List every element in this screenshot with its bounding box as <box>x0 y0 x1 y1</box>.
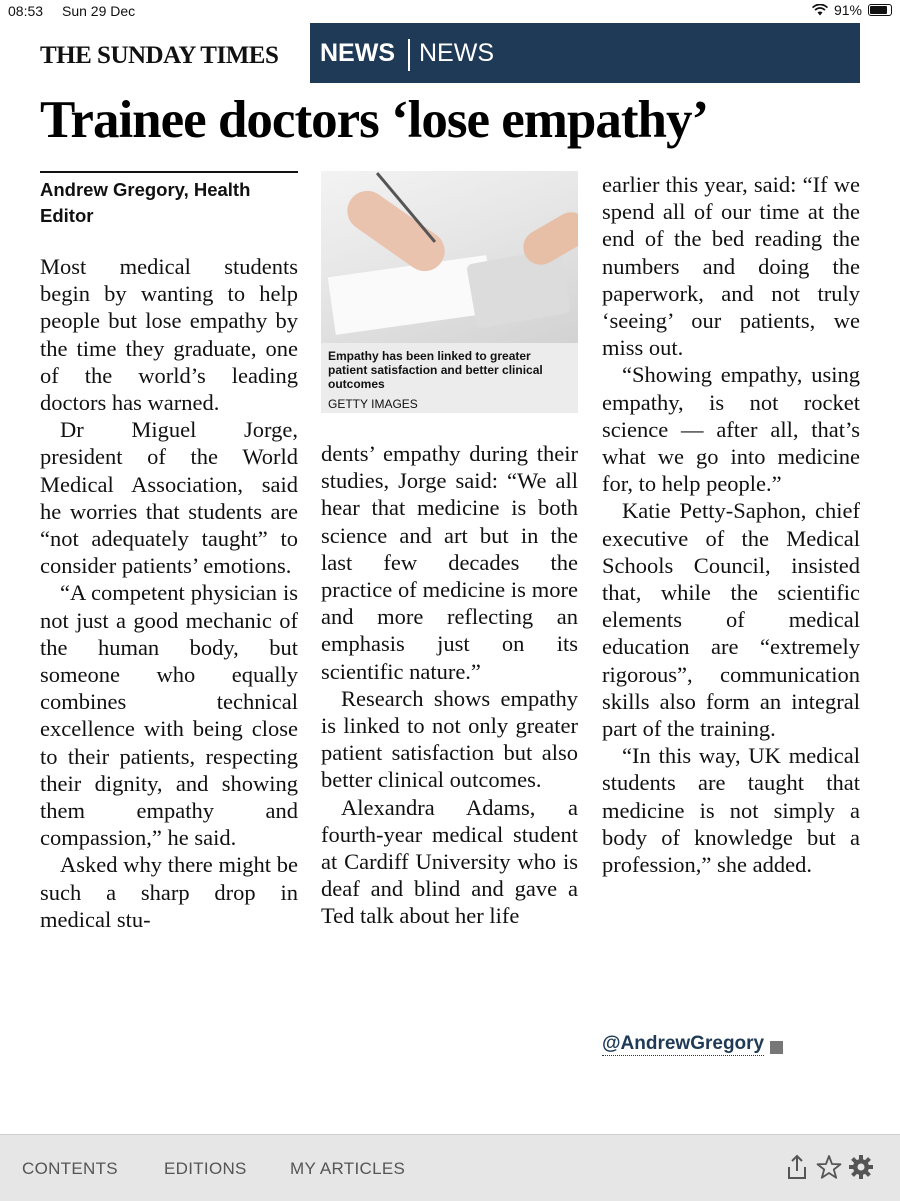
paragraph: Asked why there might be such a sharp drop in medical stu- <box>40 852 298 932</box>
nav-my-articles[interactable]: MY ARTICLES <box>290 1159 406 1178</box>
article-column-1 <box>40 253 298 933</box>
paragraph: earlier this year, said: “If we spend all of our time at the end of the bed reading the numbers and doing the paperwork, and not truly ‘seeing’ our patients, we miss out. <box>602 172 860 361</box>
end-of-article-mark <box>770 1041 783 1054</box>
photo-caption <box>321 343 578 413</box>
paragraph: “A competent physician is not just a good mechanic of the human body, but someone who equally combines technical excellence with being close to their patients, respecting their dignity, and showing them empathy and compassion,” he said. <box>40 580 298 851</box>
paragraph: Alexandra Adams, a fourth-year medical student at Cardiff University who is deaf and blind and gave a Ted talk about her life <box>321 794 578 929</box>
caption-credit: GETTY IMAGES <box>328 397 418 411</box>
status-right <box>812 2 892 18</box>
status-time: 08:53 <box>8 3 44 19</box>
paragraph: Most medical students begin by wanting to help people but lose empathy by the time they graduate, one of the world’s leading doctors has warned. <box>40 254 298 416</box>
paragraph: dents’ empathy during their studies, Jorge said: “We all hear that medicine is both science and art but in the last few decades the practice of medicine is more and more reflecting an emphasis just on its scientific nature.” <box>321 441 578 684</box>
status-date: Sun 29 Dec <box>62 3 136 19</box>
headline: Trainee doctors ‘lose empathy’ <box>40 91 709 149</box>
paragraph: “In this way, UK medical students are taught that medicine is not simply a body of knowledge but a profession,” she added. <box>602 743 860 878</box>
toolbar-icons <box>784 1153 874 1181</box>
share-icon[interactable] <box>784 1153 810 1181</box>
nav-contents[interactable]: CONTENTS <box>22 1159 118 1178</box>
masthead-logo: THE SUNDAY TIMES <box>40 42 279 69</box>
section-divider <box>408 39 410 71</box>
article-column-3 <box>602 171 860 878</box>
bottom-toolbar <box>0 1134 900 1201</box>
paragraph: “Showing empathy, using empathy, is not rocket science — after all, that’s what we go into medicine for, to help people.” <box>602 362 860 497</box>
author-twitter-link[interactable]: @AndrewGregory <box>602 1033 765 1054</box>
wifi-icon <box>812 4 828 16</box>
paragraph: Katie Petty-Saphon, chief executive of the Medical Schools Council, insisted that, while the scientific elements of medical education are “extremely rigorous”, communication skills also form an integral part of the training. <box>602 498 860 742</box>
nav-editions[interactable]: EDITIONS <box>164 1159 247 1178</box>
caption-text: Empathy has been linked to greater patient satisfaction and better clinical outcomes <box>328 349 543 391</box>
battery-icon <box>868 4 892 16</box>
article-column-2 <box>321 440 578 930</box>
gear-icon[interactable] <box>848 1154 874 1180</box>
star-icon[interactable] <box>816 1154 842 1180</box>
section-secondary: NEWS <box>419 39 494 67</box>
byline: Andrew Gregory, Health Editor <box>40 179 251 226</box>
battery-percent: 91% <box>833 2 862 18</box>
byline-rule <box>40 171 298 173</box>
status-bar <box>0 0 900 22</box>
paragraph: Dr Miguel Jorge, president of the World Medical Association, said he worries that students are “not adequately taught” to consider patients’ emotions. <box>40 417 298 579</box>
article-photo[interactable] <box>321 171 578 343</box>
paragraph: Research shows empathy is linked to not only greater patient satisfaction but also better clinical outcomes. <box>321 685 578 793</box>
section-primary: NEWS <box>320 39 395 67</box>
section-bar <box>310 23 860 83</box>
